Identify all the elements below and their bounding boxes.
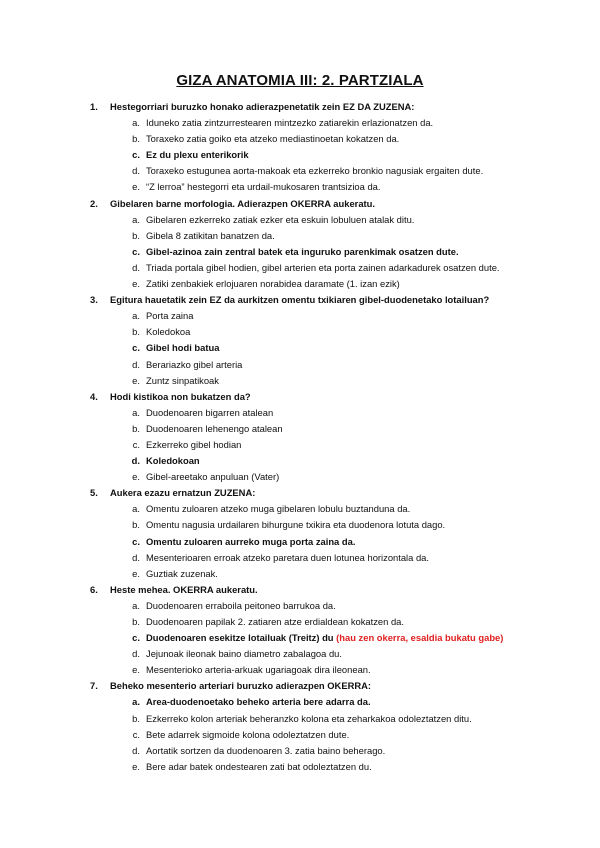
option-text: Mesenterioko arteria-arkuak ugariagoak dira ileonean. [146,664,371,676]
option-letter: e. [132,760,140,772]
answer-option [0,163,600,179]
option-text: Mesenterioaren erroak atzeko paretara duen lotunea horizontala da. [146,551,429,563]
answer-option [0,566,600,582]
question-text: Gibelaren barne morfologia. Adierazpen OKERRA aukeratu. [110,197,375,209]
question [0,678,600,694]
option-letter: e. [132,374,140,386]
answer-option [0,276,600,292]
option-text: Duodenoaren bigarren atalean [146,406,274,418]
question-number: 5. [90,487,98,499]
option-text: Omentu nagusia urdailaren bihurgune txikira eta duodenora lotuta dago. [146,519,446,531]
answer-option [0,115,600,131]
option-letter: c. [132,245,140,257]
option-text: Gibelaren ezkerreko zatiak ezker eta eskuin lobuluen atalak ditu. [146,213,415,225]
option-letter: a. [132,696,140,708]
answer-option [0,437,600,453]
answer-option [0,228,600,244]
option-letter: d. [132,261,140,273]
answer-option [0,501,600,517]
option-letter: d. [132,551,140,563]
answer-option [0,614,600,630]
answer-option [0,453,600,469]
option-text: Ez du plexu enterikorik [146,149,249,161]
option-letter: b. [132,422,140,434]
option-letter: c. [132,728,140,740]
answer-option [0,260,600,276]
option-letter: a. [132,117,140,129]
option-text: “Z lerroa” hestegorri eta urdail-mukosaren trantsizioa da. [146,181,381,193]
answer-option [0,469,600,485]
option-letter: e. [132,278,140,290]
question-text: Egitura hauetatik zein EZ da aurkitzen omentu txikiaren gibel-duodenetako lotailuan? [110,294,490,306]
correction-note: (hau zen okerra, esaldia bukatu gabe) [336,632,504,644]
question-number: 4. [90,390,98,402]
option-text: Gibel-azinoa zain zentral batek eta inguruko parenkimak osatzen dute. [146,245,459,257]
answer-option [0,357,600,373]
option-letter: d. [132,165,140,177]
option-letter: b. [132,712,140,724]
option-text: Toraxeko estugunea aorta-makoak eta ezkerreko bronkio nagusiak ergaiten dute. [146,165,484,177]
question [0,196,600,212]
option-letter: e. [132,471,140,483]
option-text: Bete adarrek sigmoide kolona odoleztatzen dute. [146,728,350,740]
option-letter: d. [132,744,140,756]
answer-option [0,308,600,324]
option-text: Bere adar batek ondestearen zati bat odoleztatzen du. [146,760,372,772]
answer-option [0,244,600,260]
option-text: Koledokoa [146,326,191,338]
question [0,99,600,115]
page-title: GIZA ANATOMIA III: 2. PARTZIALA [176,72,424,89]
option-text: Ezkerreko gibel hodian [146,438,242,450]
question-text: Beheko mesenterio arteriari buruzko adierazpen OKERRA: [110,680,372,692]
option-letter: a. [132,406,140,418]
option-text: Iduneko zatia zintzurrestearen mintzezko zatiarekin erlazionatzen da. [146,117,434,129]
option-letter: e. [132,567,140,579]
answer-option [0,324,600,340]
answer-option [0,759,600,775]
question-text: Heste mehea. OKERRA aukeratu. [110,583,258,595]
option-text: Berariazko gibel arteria [146,358,243,370]
option-letter: b. [132,229,140,241]
question-list [0,99,600,775]
option-letter: c. [132,342,140,354]
answer-option [0,212,600,228]
answer-option [0,405,600,421]
option-text: Triada portala gibel hodien, gibel arterien eta porta zainen adarkadurek osatzen dute. [146,261,500,273]
option-text: Omentu zuloaren aurreko muga porta zaina da. [146,535,356,547]
option-letter: c. [132,438,140,450]
question-number: 1. [90,101,98,112]
option-letter: b. [132,616,140,627]
option-letter: c. [132,632,140,644]
question-number: 6. [90,583,98,595]
question-number: 7. [90,680,98,692]
option-text: Duodenoaren papilak 2. zatiaren atze erdialdean kokatzen da. [146,616,404,627]
question [0,485,600,501]
option-letter: a. [132,310,140,322]
answer-option [0,646,600,662]
option-text: Duodenoaren erraboila peitoneo barrukoa da. [146,599,336,611]
option-letter: b. [132,519,140,531]
answer-option [0,131,600,147]
question [0,389,600,405]
answer-option [0,179,600,195]
answer-option [0,694,600,710]
option-text: Koledokoan [146,455,200,467]
option-text: Area-duodenoetako beheko arteria bere adarra da. [146,696,371,708]
answer-option [0,550,600,566]
answer-option [0,630,600,646]
option-letter: e. [132,181,140,193]
answer-option [0,711,600,727]
answer-option [0,421,600,437]
option-letter: c. [132,149,140,161]
answer-option [0,743,600,759]
option-letter: d. [132,358,140,370]
option-letter: a. [132,503,140,515]
option-text: Ezkerreko kolon arteriak beheranzko kolona eta zeharkakoa odoleztatzen ditu. [146,712,472,724]
option-text: Zatiki zenbakiek erlojuaren norabidea daramate (1. izan ezik) [146,278,400,290]
option-text: Gibel-areetako anpuluan (Vater) [146,471,280,483]
question-text: Hestegorriari buruzko honako adierazpenetatik zein EZ DA ZUZENA: [110,101,415,112]
question [0,582,600,598]
question [0,292,600,308]
option-letter: a. [132,213,140,225]
option-letter: b. [132,326,140,338]
option-text: Omentu zuloaren atzeko muga gibelaren lobulu buztanduna da. [146,503,411,515]
option-text: Duodenoaren lehenengo atalean [146,422,283,434]
answer-option [0,598,600,614]
option-text: Aortatik sortzen da duodenoaren 3. zatia baino beherago. [146,744,386,756]
question-text: Hodi kistikoa non bukatzen da? [110,390,251,402]
option-text: Duodenoaren esekitze lotailuak (Treitz) du [146,632,334,644]
answer-option [0,340,600,356]
answer-option [0,662,600,678]
answer-option [0,373,600,389]
option-letter: d. [131,455,140,467]
question-number: 3. [90,294,98,306]
option-letter: e. [132,664,140,676]
question-number: 2. [90,197,98,209]
answer-option [0,147,600,163]
option-text: Porta zaina [146,310,194,322]
option-letter: b. [132,133,140,145]
option-letter: d. [132,648,140,660]
option-text: Gibel hodi batua [146,342,220,354]
option-letter: c. [132,535,140,547]
option-text: Gibela 8 zatikitan banatzen da. [146,229,275,241]
option-text: Guztiak zuzenak. [146,567,218,579]
option-text: Zuntz sinpatikoak [146,374,219,386]
option-text: Jejunoak ileonak baino diametro zabalagoa du. [146,648,342,660]
answer-option [0,534,600,550]
question-text: Aukera ezazu ernatzun ZUZENA: [110,487,256,499]
answer-option [0,517,600,533]
option-letter: a. [132,599,140,611]
answer-option [0,727,600,743]
option-text: Toraxeko zatia goiko eta atzeko mediastinoetan kokatzen da. [146,133,400,145]
